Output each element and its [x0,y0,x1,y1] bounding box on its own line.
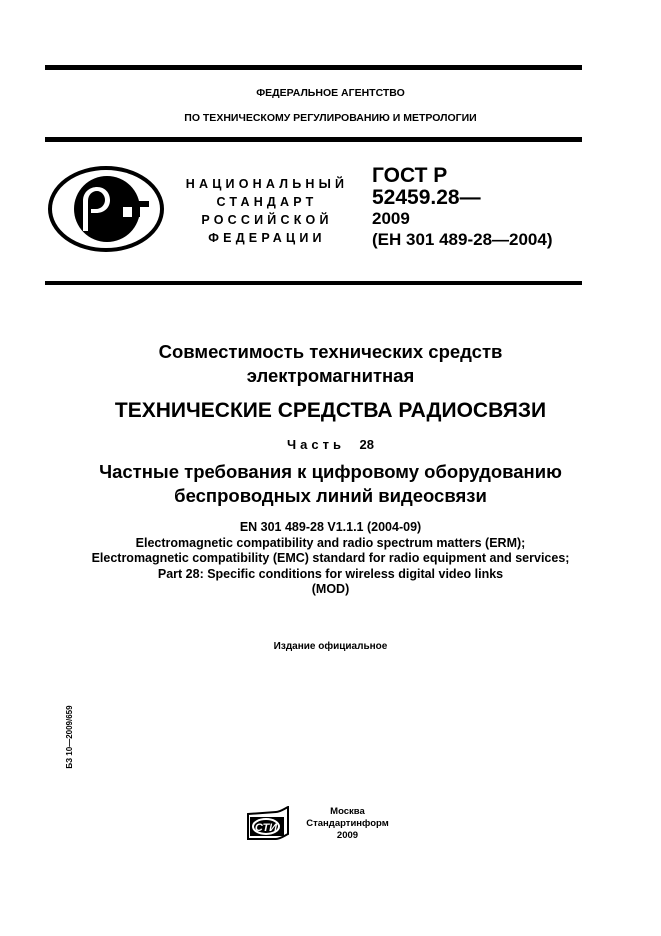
designation-line-4: (ЕН 301 489-28—2004) [372,230,553,249]
publisher-city: Москва [330,806,365,817]
part-number: 28 [359,437,374,452]
agency-line-1: ФЕДЕРАЛЬНОЕ АГЕНТСТВО [256,87,405,99]
en-reference-line-3: Electromagnetic compatibility (EMC) standard for radio equipment and services; [91,551,570,565]
part-label [0,437,661,452]
main-title-line-1: Совместимость технических средств [158,341,503,362]
standartinform-logo-icon [246,806,290,840]
edition-label: Издание официальное [273,641,388,652]
standard-designation [372,165,553,251]
publisher-name: Стандартинформ [306,818,389,829]
national-standard-line-3: РОССИЙСКОЙ [201,213,333,227]
part-word: Часть [287,437,345,452]
en-reference-line-2: Electromagnetic compatibility and radio spectrum matters (ERM); [135,535,526,550]
national-standard-line-4: ФЕДЕРАЦИИ [208,231,326,245]
publisher-year: 2009 [336,830,359,841]
part-title-line-2: беспроводных линий видеосвязи [174,485,487,506]
publisher-info [300,806,395,842]
national-standard-line-1: НАЦИОНАЛЬНЫЙ [185,177,349,191]
header-bottom-rule [45,281,582,285]
subject-title: ТЕХНИЧЕСКИЕ СРЕДСТВА РАДИОСВЯЗИ [114,399,547,422]
designation-line-3: 2009 [372,209,410,228]
side-code: БЗ 10—2009/659 [65,705,74,769]
national-standard-line-2: СТАНДАРТ [216,195,318,209]
en-reference [0,520,661,598]
designation-line-1: ГОСТ Р [372,164,448,187]
agency-line-2: ПО ТЕХНИЧЕСКОМУ РЕГУЛИРОВАНИЮ И МЕТРОЛОГИИ [184,112,477,124]
main-title-line-2: электромагнитная [246,365,415,386]
main-title [0,340,661,388]
top-rule [45,65,582,70]
rst-certification-mark-icon [47,165,165,253]
designation-line-2: 52459.28— [372,186,481,209]
en-reference-line-1: EN 301 489-28 V1.1.1 (2004-09) [239,520,422,534]
en-reference-line-5: (MOD) [311,582,350,596]
agency-bottom-rule [45,137,582,142]
national-standard-label [172,175,362,247]
part-title [0,460,661,508]
en-reference-line-4: Part 28: Specific conditions for wireless digital video links [157,566,504,581]
svg-text:СТИ: СТИ [254,822,278,834]
part-title-line-1: Частные требования к цифровому оборудованию [99,461,562,482]
